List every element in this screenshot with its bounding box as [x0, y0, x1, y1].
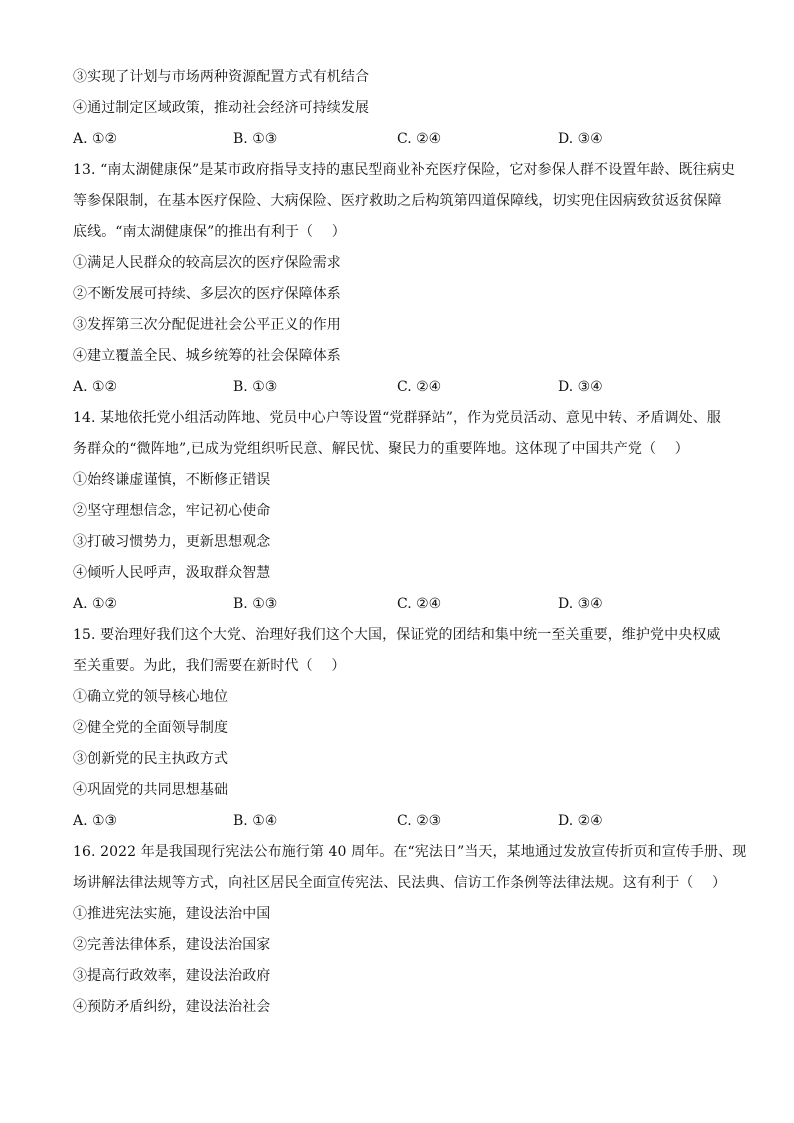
option-line: ③创新党的民主执政方式 [73, 751, 229, 767]
option-line: ③提高行政效率，建设法治政府 [73, 968, 271, 984]
option-line: ④通过制定区域政策，推动社会经济可持续发展 [73, 100, 370, 116]
question-13 [73, 155, 736, 403]
option-line: ④预防矛盾纠纷，建设法治社会 [73, 999, 271, 1015]
answer-choices [73, 806, 723, 837]
choice-b[interactable]: B. ①③ [233, 131, 278, 147]
option-line: ③实现了计划与市场两种资源配置方式有机结合 [73, 69, 370, 85]
question-stem-line: 等参保限制，在基本医疗保险、大病保险、医疗救助之后构筑第四道保障线，切实兜住因病致贫返贫保障 [73, 193, 722, 209]
choice-d[interactable]: D. ③④ [558, 379, 603, 395]
answer-choices [73, 372, 723, 403]
choice-c[interactable]: C. ②④ [397, 131, 442, 147]
question-stem-line: 14. 某地依托党小组活动阵地、党员中心户等设置“党群驿站”，作为党员活动、意见中转、矛盾调处、服 [73, 410, 721, 426]
choice-c[interactable]: C. ②④ [397, 596, 442, 612]
choice-d[interactable]: D. ③④ [558, 131, 603, 147]
question-stem-line: 至关重要。为此，我们需要在新时代（ ） [73, 658, 346, 674]
option-line: ④巩固党的共同思想基础 [73, 782, 229, 798]
option-line: ②坚守理想信念，牢记初心使命 [73, 503, 271, 519]
choice-a[interactable]: A. ①② [73, 596, 118, 612]
option-line: ②健全党的全面领导制度 [73, 720, 229, 736]
option-line: ①始终谦虚谨慎，不断修正错误 [73, 472, 271, 488]
choice-b[interactable]: B. ①③ [233, 379, 278, 395]
option-line: ②不断发展可持续、多层次的医疗保障体系 [73, 286, 341, 302]
choice-a[interactable]: A. ①② [73, 131, 118, 147]
option-line: ③打破习惯势力，更新思想观念 [73, 534, 271, 550]
question-14 [73, 403, 723, 620]
choice-a[interactable]: A. ①③ [73, 813, 118, 829]
option-line: ②完善法律体系，建设法治国家 [73, 937, 271, 953]
question-12 [73, 62, 723, 155]
answer-choices [73, 124, 723, 155]
question-stem-line: 13. “南太湖健康保”是某市政府指导支持的惠民型商业补充医疗保险，它对参保人群不设置年龄、既往病史 [73, 162, 736, 178]
question-stem-line: 15. 要治理好我们这个大党、治理好我们这个大国，保证党的团结和集中统一至关重要，维护党中央权威 [73, 627, 721, 643]
option-line: ④倾听人民呼声，汲取群众智慧 [73, 565, 271, 581]
option-line: ①满足人民群众的较高层次的医疗保险需求 [73, 255, 341, 271]
question-stem-line: 场讲解法律法规等方式，向社区居民全面宣传宪法、民法典、信访工作条例等法律法规。这有利于（ ） [73, 875, 727, 891]
choice-a[interactable]: A. ①② [73, 379, 118, 395]
option-line: ④建立覆盖全民、城乡统筹的社会保障体系 [73, 348, 341, 364]
choice-b[interactable]: B. ①③ [233, 596, 278, 612]
choice-b[interactable]: B. ①④ [233, 813, 278, 829]
question-15 [73, 620, 723, 837]
option-line: ①推进宪法实施，建设法治中国 [73, 906, 271, 922]
answer-choices [73, 589, 723, 620]
question-stem-line: 底线。“南太湖健康保”的推出有利于（ ） [73, 224, 346, 240]
choice-c[interactable]: C. ②④ [397, 379, 442, 395]
choice-d[interactable]: D. ②④ [558, 813, 603, 829]
question-stem-line: 务群众的“微阵地”,已成为党组织听民意、解民忧、聚民力的重要阵地。这体现了中国共产党（ ） [73, 441, 689, 457]
choice-c[interactable]: C. ②③ [397, 813, 442, 829]
exam-page [73, 62, 747, 1023]
choice-d[interactable]: D. ③④ [558, 596, 603, 612]
question-stem-line: 16. 2022 年是我国现行宪法公布施行第 40 周年。在“宪法日”当天，某地通过发放宣传折页和宣传手册、现 [73, 844, 747, 860]
option-line: ①确立党的领导核心地位 [73, 689, 229, 705]
question-16 [73, 837, 747, 1023]
option-line: ③发挥第三次分配促进社会公平正义的作用 [73, 317, 341, 333]
